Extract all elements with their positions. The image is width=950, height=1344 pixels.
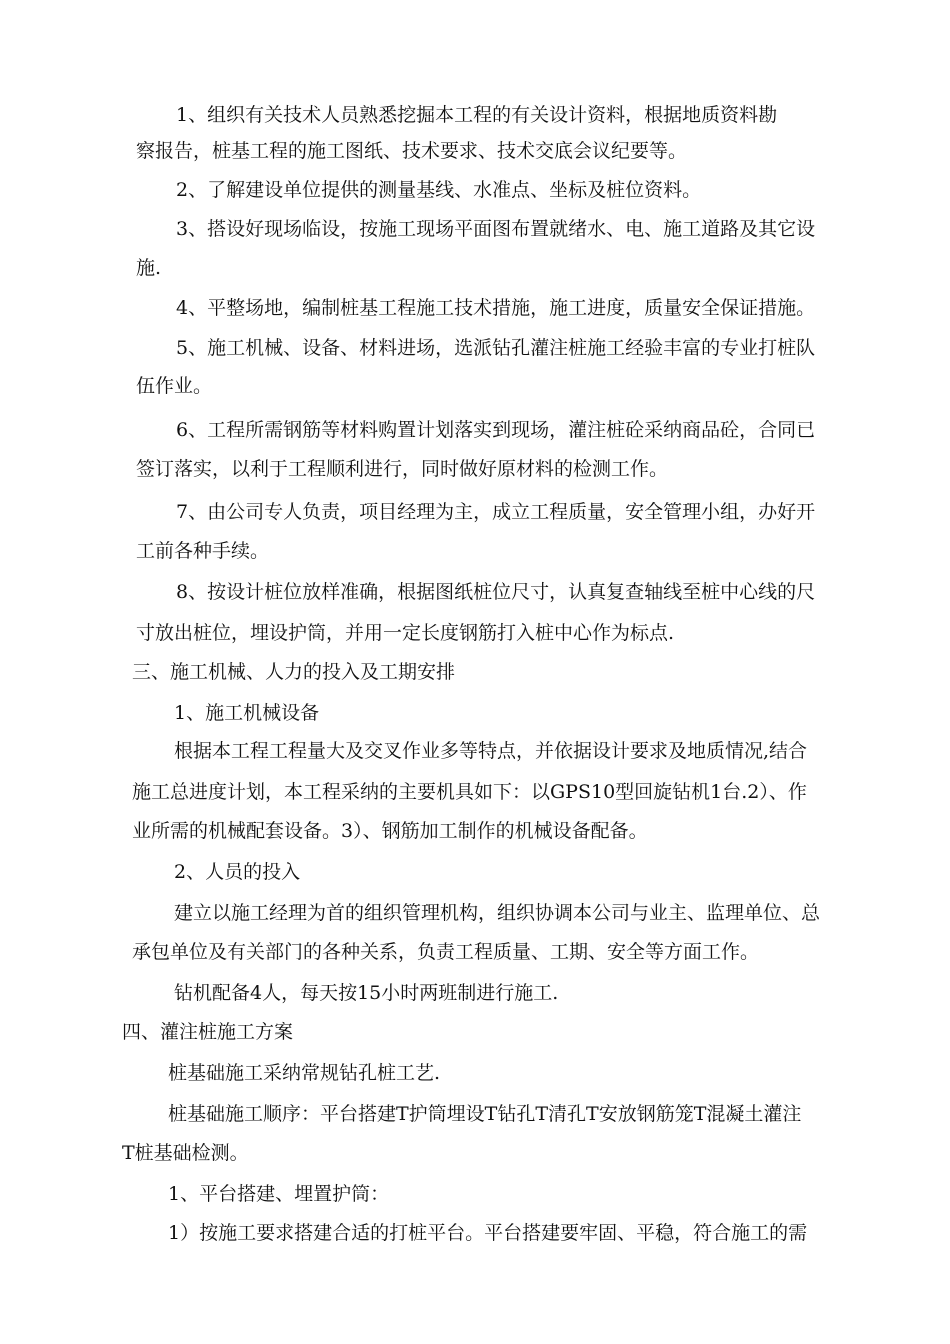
text-line: 根据本工程工程量大及交叉作业多等特点，并依据设计要求及地质情况,结合 [174,740,808,762]
subsection-heading: 2、人员的投入 [174,861,301,883]
text-line: 签订落实，以利于工程顺利进行，同时做好原材料的检测工作。 [136,458,669,480]
subsection-heading: 1、平台搭建、埋置护筒： [168,1183,390,1205]
text-line: 2、了解建设单位提供的测量基线、水准点、坐标及桩位资料。 [176,179,702,201]
text-line: 察报告，桩基工程的施工图纸、技术要求、技术交底会议纪要等。 [136,140,688,162]
text-line: 7、由公司专人负责，项目经理为主，成立工程质量，安全管理小组，办好开 [176,501,816,523]
text-line: 3、搭设好现场临设，按施工现场平面图布置就绪水、电、施工道路及其它设 [176,218,816,240]
text-line: 桩基础施工顺序：平台搭建T护筒埋设T钻孔T清孔T安放钢筋笼T混凝土灌注 [168,1103,802,1125]
subsection-heading: 1、施工机械设备 [174,702,320,724]
text-line: 5、施工机械、设备、材料进场，选派钻孔灌注桩施工经验丰富的专业打桩队 [176,337,816,359]
section-heading: 四、灌注桩施工方案 [122,1021,294,1043]
text-line: 承包单位及有关部门的各种关系，负责工程质量、工期、安全等方面工作。 [132,941,760,963]
text-line: 建立以施工经理为首的组织管理机构，组织协调本公司与业主、监理单位、总 [174,902,821,924]
text-line: 业所需的机械配套设备。3）、钢筋加工制作的机械设备配备。 [132,820,648,842]
text-line: 4、平整场地，编制桩基工程施工技术措施，施工进度，质量安全保证措施。 [176,297,816,319]
text-line: 钻机配备4人，每天按15小时两班制进行施工. [174,982,559,1004]
text-line: 1、组织有关技术人员熟悉挖掘本工程的有关设计资料，根据地质资料勘 [176,104,778,126]
text-line: 寸放出桩位，埋设护筒，并用一定长度钢筋打入桩中心作为标点. [136,622,675,644]
text-line: 施. [136,257,162,279]
text-line: 8、按设计桩位放样准确，根据图纸桩位尺寸，认真复查轴线至桩中心线的尺 [176,581,816,603]
text-line: 1）按施工要求搭建合适的打桩平台。平台搭建要牢固、平稳，符合施工的需 [168,1222,808,1244]
text-line: 工前各种手续。 [136,540,270,562]
text-line: 伍作业。 [136,375,213,397]
section-heading: 三、施工机械、人力的投入及工期安排 [132,661,456,683]
text-line: 桩基础施工采纳常规钻孔桩工艺. [168,1062,441,1084]
text-line: 施工总进度计划，本工程采纳的主要机具如下：以GPS10型回旋钻机1台.2）、作 [132,781,807,803]
text-line: T桩基础检测。 [122,1142,249,1164]
text-line: 6、工程所需钢筋等材料购置计划落实到现场，灌注桩砼采纳商品砼，合同已 [176,419,816,441]
